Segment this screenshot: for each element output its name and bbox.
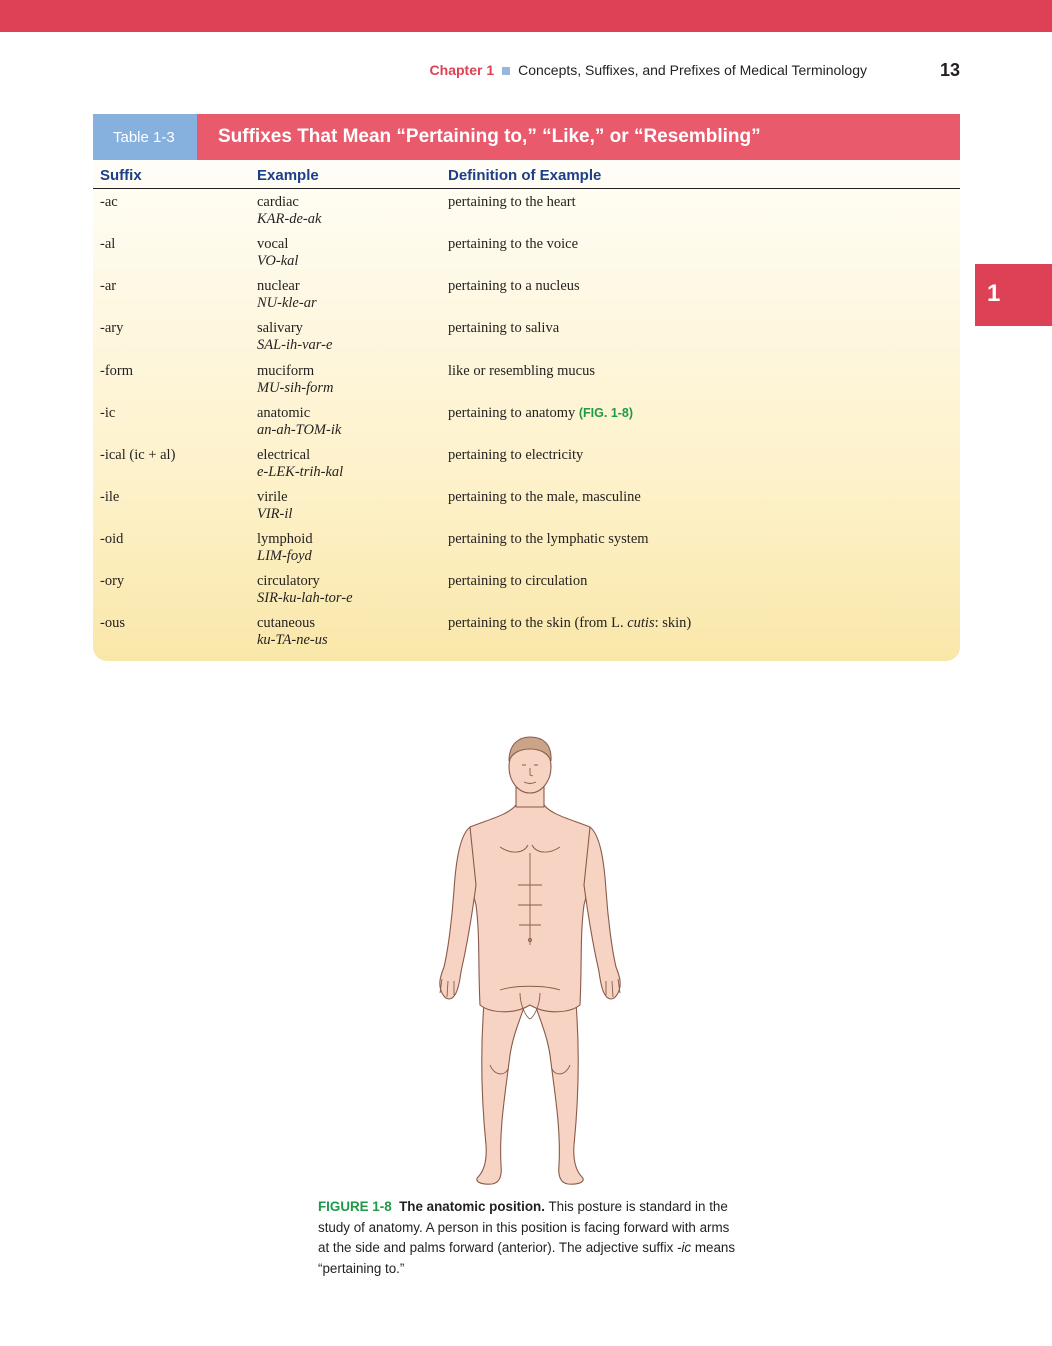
example-cell	[257, 278, 317, 312]
example-word: circulatory	[257, 573, 320, 589]
figure-label: FIGURE 1-8	[318, 1199, 392, 1214]
pronunciation: KAR-de-ak	[257, 211, 322, 227]
definition-cell: pertaining to circulation	[448, 573, 588, 589]
caption-text-end: means “pertaining to.”	[318, 1240, 736, 1276]
example-word: anatomic	[257, 405, 311, 421]
table-row	[93, 278, 960, 320]
suffix-cell: -ous	[100, 615, 125, 631]
example-cell	[257, 405, 341, 439]
example-word: nuclear	[257, 278, 300, 294]
table-header	[93, 114, 960, 160]
table-row	[93, 489, 960, 531]
suffix-cell: -ac	[100, 194, 118, 210]
pronunciation: ku-TA-ne-us	[257, 632, 328, 648]
chapter-label: Chapter 1	[429, 62, 495, 78]
suffix-cell: -ical (ic + al)	[100, 447, 176, 463]
example-cell	[257, 236, 298, 270]
definition-cell	[448, 615, 691, 632]
table-row	[93, 320, 960, 362]
example-cell	[257, 615, 328, 649]
table-row	[93, 573, 960, 615]
table-row	[93, 363, 960, 405]
pronunciation: an-ah-TOM-ik	[257, 422, 342, 438]
pronunciation: NU-kle-ar	[257, 295, 317, 311]
pronunciation: SIR-ku-lah-tor-e	[257, 590, 353, 606]
chapter-tab: 1	[975, 264, 1052, 326]
pronunciation: MU-sih-form	[257, 380, 334, 396]
caption-text: This posture is standard in the study of anatomy. A person in this position is facing forward with arms at the side and palms forward (anterior). The adjective suffix	[318, 1199, 730, 1255]
suffix-cell: -ile	[100, 489, 120, 505]
example-cell	[257, 194, 321, 228]
example-word: salivary	[257, 320, 303, 336]
table-title: Suffixes That Mean “Pertaining to,” “Like,” or “Resembling”	[197, 114, 960, 160]
figure-caption	[318, 1197, 738, 1279]
anatomic-position-illustration	[420, 735, 640, 1187]
suffix-cell: -ory	[100, 573, 125, 589]
definition-cell	[448, 405, 633, 422]
example-word: lymphoid	[257, 531, 313, 547]
caption-suffix: -ic	[677, 1240, 692, 1255]
definition-text: : skin)	[654, 615, 692, 631]
table-row	[93, 405, 960, 447]
example-word: virile	[257, 489, 288, 505]
example-cell	[257, 320, 332, 354]
definition-cell: pertaining to the lymphatic system	[448, 531, 649, 547]
figure-title: The anatomic position.	[399, 1199, 545, 1214]
suffix-table	[93, 114, 960, 661]
example-word: cutaneous	[257, 615, 315, 631]
suffix-cell: -ic	[100, 405, 116, 421]
example-cell	[257, 531, 313, 565]
suffix-cell: -ar	[100, 278, 117, 294]
definition-text: pertaining to the skin (from L.	[448, 615, 628, 631]
definition-cell: pertaining to a nucleus	[448, 278, 580, 294]
table-row	[93, 531, 960, 573]
example-word: vocal	[257, 236, 289, 252]
table-row	[93, 194, 960, 236]
example-cell	[257, 447, 343, 481]
example-cell	[257, 573, 353, 607]
suffix-cell: -ary	[100, 320, 124, 336]
definition-cell: pertaining to electricity	[448, 447, 584, 463]
pronunciation: LIM-foyd	[257, 548, 312, 564]
column-header-definition: Definition of Example	[448, 167, 602, 184]
column-header-suffix: Suffix	[100, 167, 142, 184]
example-word: electrical	[257, 447, 311, 463]
definition-text: pertaining to anatomy	[448, 405, 576, 421]
header-rule	[93, 188, 960, 189]
pronunciation: e-LEK-trih-kal	[257, 464, 344, 480]
pronunciation: VO-kal	[257, 253, 299, 269]
example-cell	[257, 363, 334, 397]
suffix-cell: -oid	[100, 531, 124, 547]
table-row	[93, 615, 960, 657]
table-row	[93, 447, 960, 489]
pronunciation: VIR-il	[257, 506, 293, 522]
page-number: 13	[939, 60, 960, 80]
pronunciation: SAL-ih-var-e	[257, 337, 333, 353]
definition-cell: like or resembling mucus	[448, 363, 595, 379]
definition-cell: pertaining to the male, masculine	[448, 489, 641, 505]
column-header-example: Example	[257, 167, 319, 184]
square-bullet-icon	[502, 67, 510, 75]
top-color-bar	[0, 0, 1052, 32]
example-word: cardiac	[257, 194, 299, 210]
table-number: Table 1-3	[93, 114, 197, 160]
example-cell	[257, 489, 292, 523]
table-row	[93, 236, 960, 278]
latin-term: cutis	[627, 615, 655, 631]
example-word: muciform	[257, 363, 315, 379]
definition-cell: pertaining to the voice	[448, 236, 579, 252]
definition-cell: pertaining to the heart	[448, 194, 576, 210]
suffix-cell: -form	[100, 363, 134, 379]
figure-reference-link[interactable]: (FIG. 1-8)	[578, 406, 634, 420]
running-head	[360, 62, 867, 78]
suffix-cell: -al	[100, 236, 116, 252]
chapter-title: Concepts, Suffixes, and Prefixes of Medical Terminology	[518, 62, 867, 78]
definition-cell: pertaining to saliva	[448, 320, 560, 336]
